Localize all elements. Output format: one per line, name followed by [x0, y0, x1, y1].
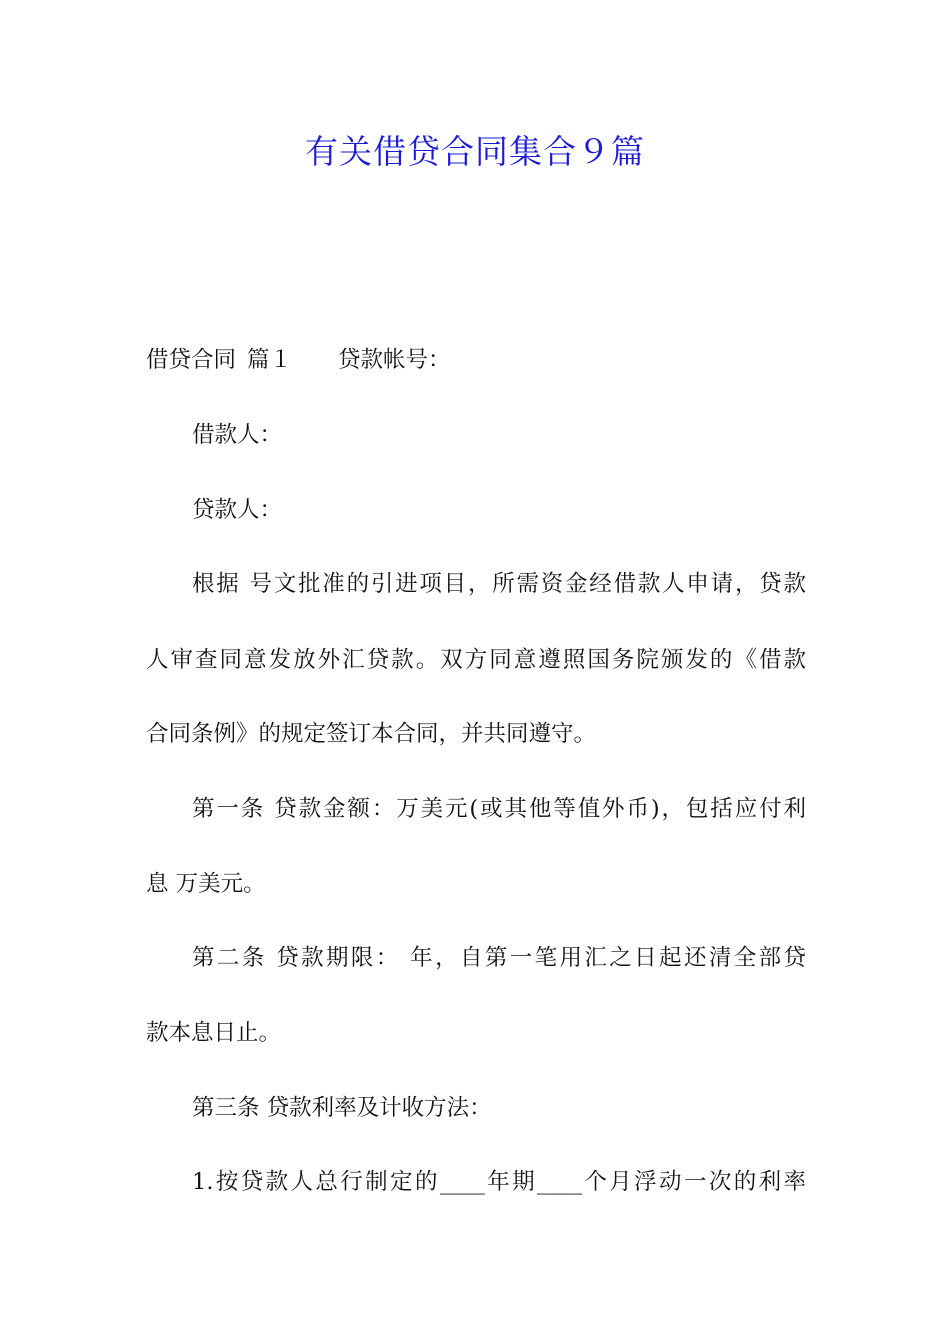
article-1-line: 息 万美元。 — [146, 871, 266, 897]
header-line — [146, 345, 806, 375]
paragraph-line: 根据 号文批准的引进项目，所需资金经借款人申请，贷款 — [192, 571, 806, 597]
borrower-label: 借款人： — [192, 422, 283, 448]
article-1-line: 第一条 贷款金额：万美元(或其他等值外币)，包括应付利 — [192, 796, 806, 822]
header-contract-label: 借贷合同 — [146, 347, 237, 373]
article-2-line: 款本息日止。 — [146, 1020, 282, 1046]
document-title: 有关借贷合同集合９篇 — [305, 132, 645, 171]
item-1-line: 1.按贷款人总行制定的____年期____个月浮动一次的利率 — [192, 1169, 806, 1195]
lender-label: 贷款人： — [192, 497, 283, 523]
article-3-heading: 第三条 贷款利率及计收方法： — [192, 1095, 492, 1121]
loan-account-label: 贷款帐号： — [338, 347, 451, 373]
header-part-label: 篇１ — [247, 347, 293, 373]
paragraph-line: 合同条例》的规定签订本合同，并共同遵守。 — [146, 721, 597, 747]
article-2-line: 第二条 贷款期限： 年，自第一笔用汇之日起还清全部贷 — [192, 945, 806, 971]
paragraph-line: 人审查同意发放外汇贷款。双方同意遵照国务院颁发的《借款 — [146, 647, 806, 673]
